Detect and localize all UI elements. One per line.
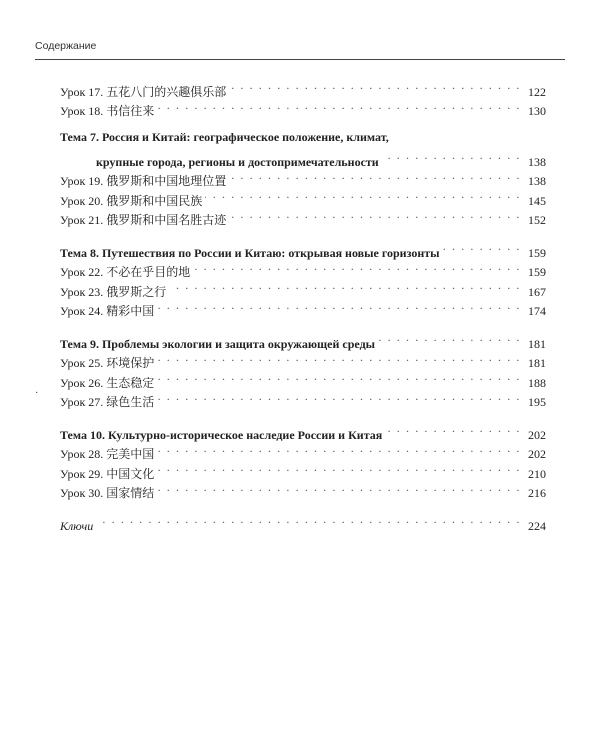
- running-head-title: Содержание: [35, 40, 97, 52]
- toc-page-number: 138: [528, 174, 546, 188]
- toc-topic-7-line1[interactable]: Тема 7. Россия и Китай: географическое положение, климат,: [60, 130, 389, 144]
- toc-entry-label: Урок 23. 俄罗斯之行: [60, 284, 167, 299]
- toc-entry-label: Урок 24. 精彩中国: [60, 304, 155, 318]
- toc-page-number: 122: [528, 84, 546, 99]
- dot-leader: [229, 166, 521, 186]
- toc-entry-label: Урок 17. 五花八门的兴趣俱乐部: [60, 84, 227, 99]
- toc-topic-9[interactable]: [60, 328, 546, 351]
- toc-page-number: 167: [528, 284, 546, 299]
- dot-leader: [193, 257, 521, 277]
- dot-leader: [229, 205, 521, 225]
- toc-page-number: 188: [528, 375, 546, 390]
- toc-entry-label: Урок 20. 俄罗斯和中国民族: [60, 193, 203, 208]
- toc-page-number: 159: [528, 265, 546, 279]
- toc-page-number: 224: [528, 518, 546, 533]
- dot-leader: [169, 276, 521, 296]
- dot-leader: [157, 348, 521, 368]
- dot-leader: [96, 510, 521, 530]
- toc-entry-label: Урок 26. 生态稳定: [60, 375, 155, 390]
- toc-entry-label: Урок 30. 国家情结: [60, 486, 155, 500]
- toc-entry-lesson-17[interactable]: [60, 76, 546, 99]
- toc-topic-7[interactable]: [60, 146, 546, 169]
- toc-entry-label: Урок 25. 环境保护: [60, 356, 155, 370]
- toc-entry-label: Урок 27. 绿色生活: [60, 395, 155, 409]
- toc-entry-label: Ключи: [60, 518, 94, 533]
- dot-leader: [157, 387, 521, 407]
- dot-leader: [157, 296, 521, 316]
- dot-leader: [157, 96, 521, 116]
- toc-topic-label: Тема 10. Культурно-историческое наследие России и Китая: [60, 427, 383, 442]
- toc-entry-keys[interactable]: [60, 510, 546, 533]
- toc-entry-label: Урок 18. 书信往来: [60, 104, 155, 118]
- toc-page-number: 174: [528, 304, 546, 318]
- toc-page-number: 210: [528, 466, 546, 481]
- toc-topic-label: Тема 8. Путешествия по России и Китаю: открывая новые горизонты: [60, 245, 440, 260]
- table-of-contents: [60, 76, 546, 533]
- toc-page-number: 138: [528, 154, 546, 169]
- dot-leader: [205, 185, 521, 205]
- dot-leader: [382, 146, 521, 166]
- dot-leader: [378, 328, 521, 348]
- dot-leader: [443, 237, 521, 257]
- toc-entry-label: Урок 21. 俄罗斯和中国名胜古迹: [60, 213, 227, 227]
- toc-page-number: 181: [528, 336, 546, 351]
- dot-leader: [385, 419, 521, 439]
- toc-topic-8[interactable]: [60, 237, 546, 260]
- toc-page-number: 130: [528, 104, 546, 118]
- toc-entry-label: Урок 19. 俄罗斯和中国地理位置: [60, 174, 227, 188]
- toc-topic-label: Тема 9. Проблемы экологии и защита окружающей среды: [60, 336, 376, 351]
- toc-topic-10[interactable]: [60, 419, 546, 442]
- toc-page-number: 202: [528, 427, 546, 442]
- dot-leader: [157, 458, 521, 478]
- toc-page-number: 181: [528, 356, 546, 370]
- toc-topic-label: крупные города, регионы и достопримечательности: [96, 154, 379, 169]
- dot-leader: [157, 478, 521, 498]
- margin-mark: ·: [35, 388, 39, 399]
- toc-page-number: 152: [528, 213, 546, 227]
- toc-page-number: 195: [528, 395, 546, 409]
- toc-entry-label: Урок 22. 不必在乎目的地: [60, 265, 191, 279]
- toc-entry-label: Урок 28. 完美中国: [60, 447, 155, 461]
- dot-leader: [229, 76, 521, 96]
- toc-entry-label: Урок 29. 中国文化: [60, 466, 155, 481]
- header-rule: [35, 59, 565, 60]
- toc-page-number: 216: [528, 486, 546, 500]
- dot-leader: [157, 439, 521, 459]
- dot-leader: [157, 367, 521, 387]
- toc-page-number: 145: [528, 193, 546, 208]
- toc-page-number: 202: [528, 447, 546, 461]
- toc-page-number: 159: [528, 245, 546, 260]
